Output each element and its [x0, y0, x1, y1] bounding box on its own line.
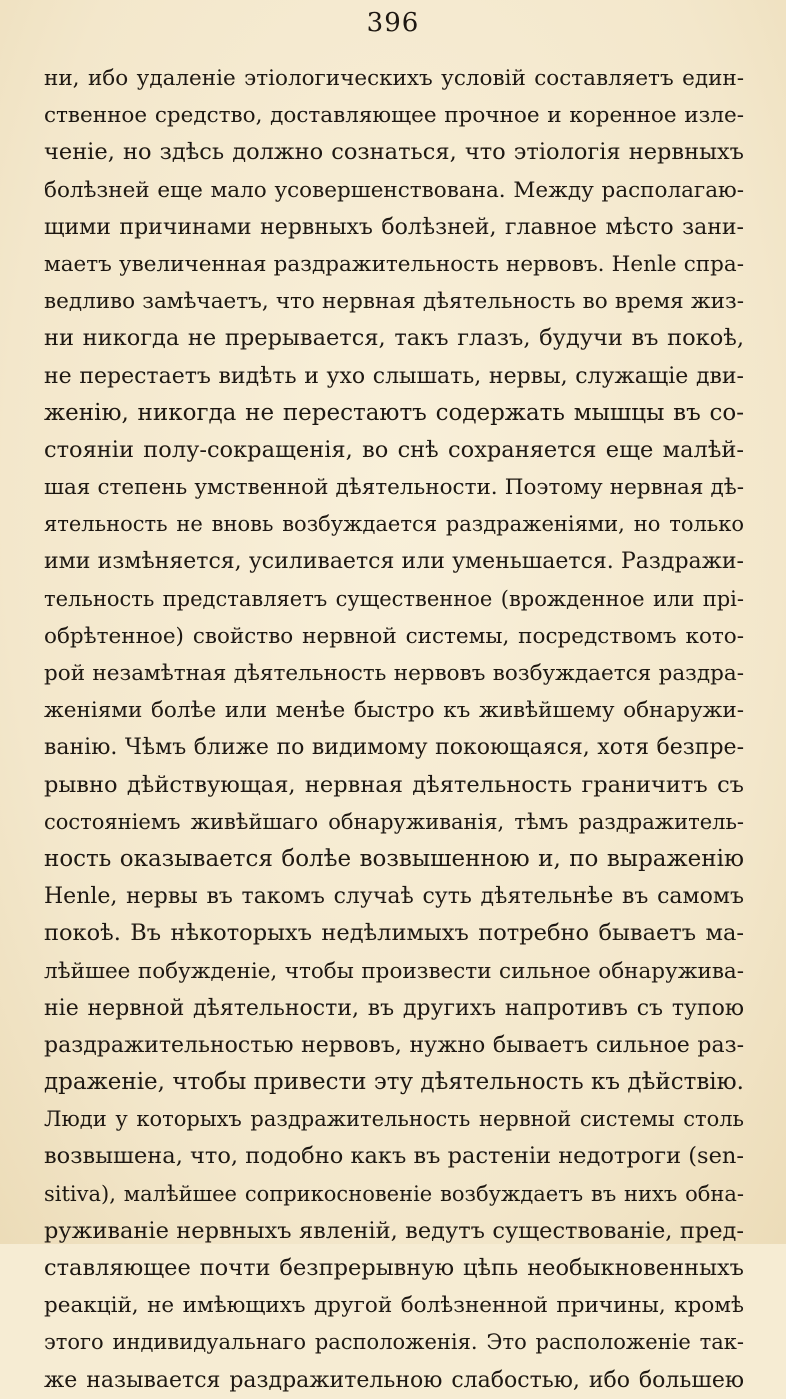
text-line: ими измѣняется, усиливается или уменьшается. Раздражи-	[44, 549, 744, 575]
text-line: не перестаетъ видѣть и ухо слышать, нервы, служащіе дви-	[44, 363, 744, 389]
text-line: маетъ увеличенная раздражительность нервовъ. Henle спра-	[44, 251, 744, 277]
text-line: состояніемъ живѣйшаго обнаруживанія, тѣмъ раздражитель-	[44, 809, 744, 834]
text-line: Henle, нервы въ такомъ случаѣ суть дѣятельнѣе въ самомъ	[44, 884, 744, 910]
text-line: этого индивидуальнаго расположенія. Это расположеніе так-	[44, 1330, 744, 1355]
text-line: реакцій, не имѣющихъ другой болѣзненной причины, кромѣ	[44, 1293, 744, 1319]
text-line: ніе нервной дѣятельности, въ другихъ напротивъ съ тупою	[44, 995, 744, 1021]
text-line: щими причинами нервныхъ болѣзней, главное мѣсто зани-	[44, 214, 744, 240]
text-line: обрѣтенное) свойство нервной системы, посредствомъ кото-	[44, 623, 744, 649]
text-line: ятельность не вновь возбуждается раздраженіями, но только	[44, 512, 744, 537]
text-line: рой незамѣтная дѣятельность нервовъ возбуждается раздра-	[44, 661, 744, 686]
page-number: 396	[366, 8, 420, 38]
text-line: раздражительностью нервовъ, нужно бываетъ сильное раз-	[44, 1032, 744, 1058]
text-line: драженіе, чтобы привести эту дѣятельность къ дѣйствію.	[44, 1069, 744, 1096]
text-line: ставляющее почти безпрерывную цѣпь необыкновенныхъ	[44, 1255, 744, 1281]
text-line: ченіе, но здѣсь должно сознаться, что этіологія нервныхъ	[44, 139, 744, 166]
text-line: ведливо замѣчаетъ, что нервная дѣятельность во время жиз-	[44, 289, 744, 315]
text-line: ванію. Чѣмъ ближе по видимому покоющаяся, хотя безпре-	[44, 735, 744, 761]
text-line: болѣзней еще мало усовершенствована. Между располагаю-	[44, 177, 744, 203]
text-line: руживаніе нервныхъ явленій, ведутъ существованіе, пред-	[44, 1217, 744, 1244]
text-line: лѣйшее побужденіе, чтобы произвести сильное обнаружива-	[44, 958, 744, 984]
text-line: рывно дѣйствующая, нервная дѣятельность граничитъ съ	[44, 771, 744, 798]
body-text	[44, 60, 744, 1399]
text-line: Люди у которыхъ раздражительность нервной системы столь	[44, 1107, 744, 1132]
text-line: же называется раздражительною слабостью, ибо большею	[44, 1367, 744, 1393]
text-line: тельность представляетъ существенное (врожденное или прі-	[44, 586, 744, 611]
text-line: стояніи полу-сокращенія, во снѣ сохраняется еще малѣй-	[44, 436, 744, 463]
text-line: ность оказывается болѣе возвышенною и, по выраженію	[44, 845, 744, 872]
text-line: шая степень умственной дѣятельности. Поэтому нервная дѣ-	[44, 475, 744, 501]
text-line: возвышена, что, подобно какъ въ растеніи недотроги (sen-	[44, 1143, 744, 1170]
text-line: женію, никогда не перестаютъ содержать мышцы въ со-	[44, 399, 744, 426]
text-line: ни, ибо удаленіе этіологическихъ условій составляетъ един-	[44, 66, 744, 91]
text-line: sitiva), малѣйшее соприкосновеніе возбуждаетъ въ нихъ обна-	[44, 1181, 744, 1206]
text-line: покоѣ. Въ нѣкоторыхъ недѣлимыхъ потребно бываетъ ма-	[44, 920, 744, 947]
text-line: женіями болѣе или менѣе быстро къ живѣйшему обнаружи-	[44, 698, 744, 724]
text-line: ни никогда не прерывается, такъ глазъ, будучи въ покоѣ,	[44, 325, 744, 352]
text-line: ственное средство, доставляющее прочное и коренное изле-	[44, 103, 744, 129]
